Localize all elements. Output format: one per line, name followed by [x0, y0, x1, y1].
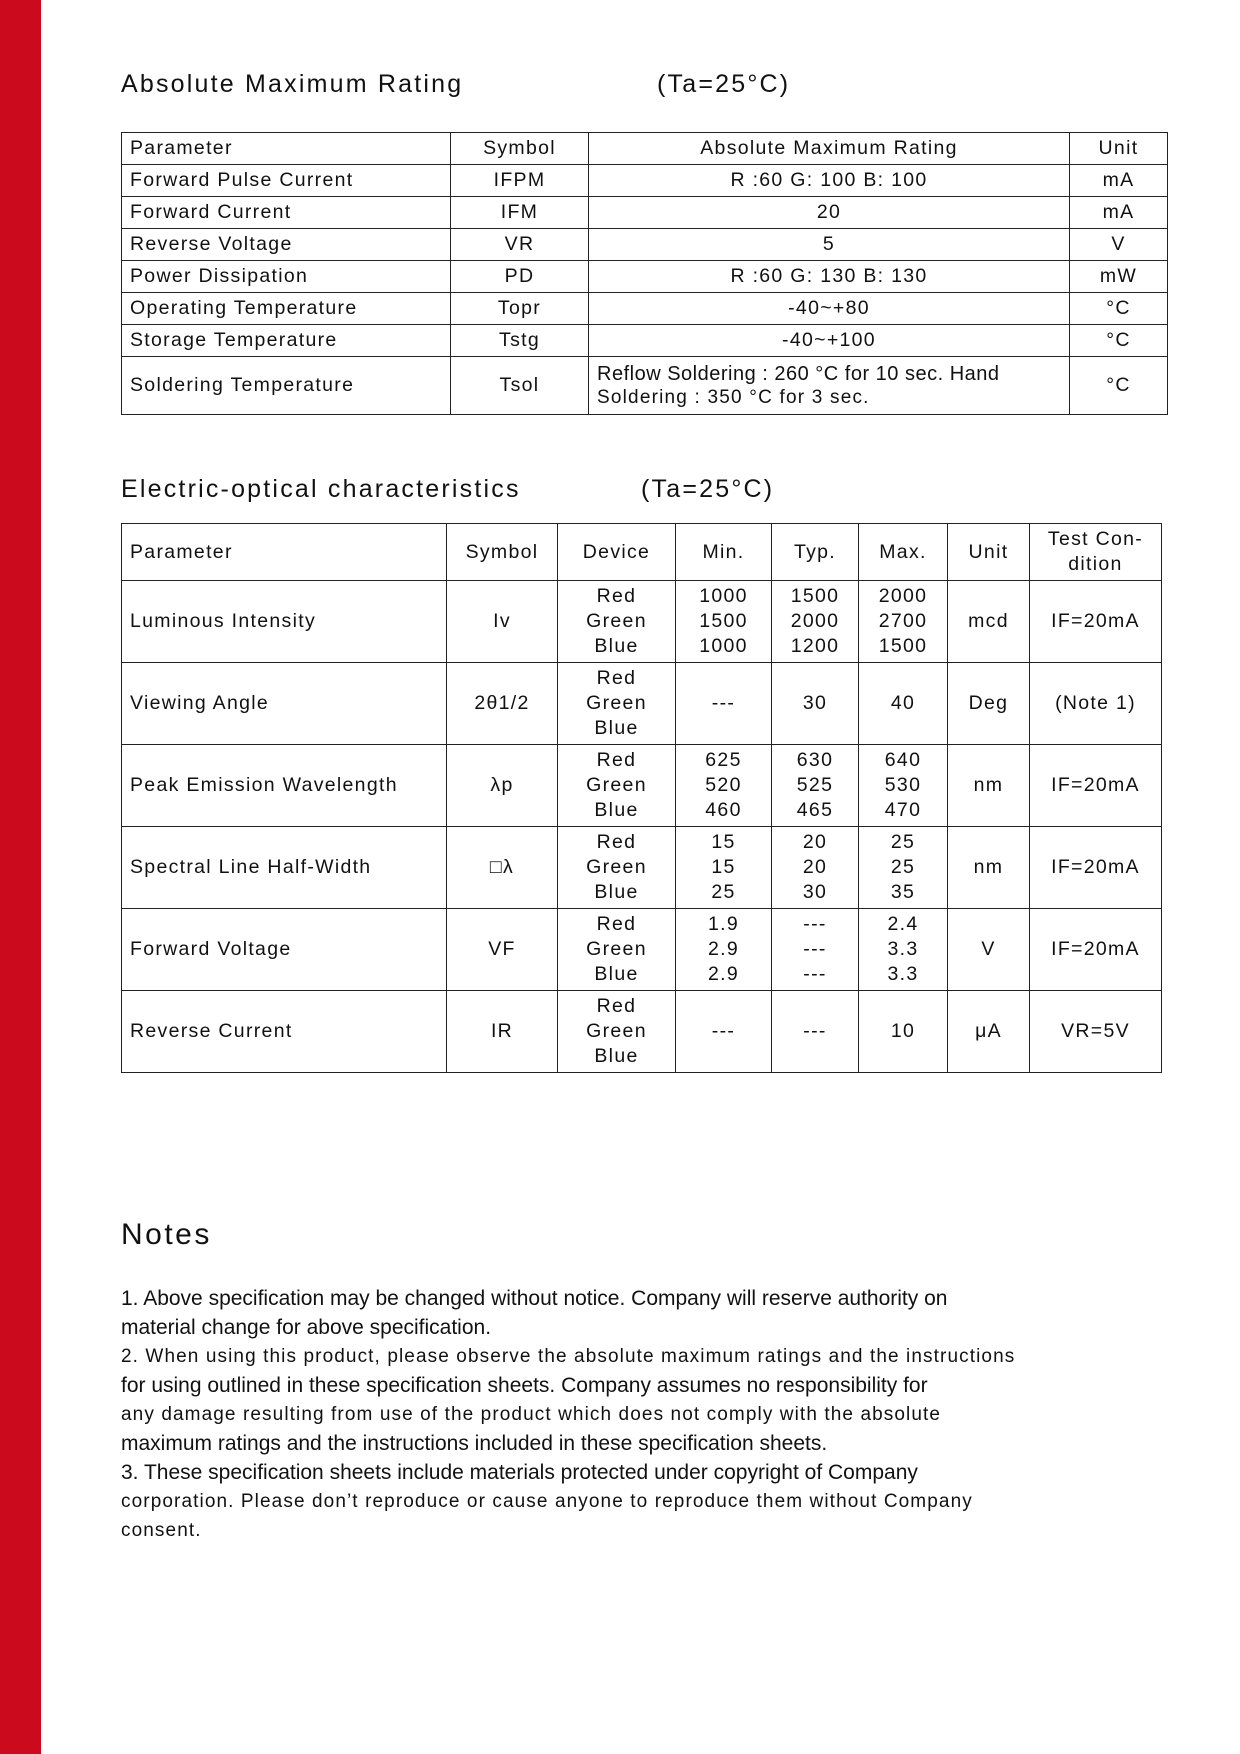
header-line: Test Con- — [1047, 528, 1144, 550]
device-name: Red — [596, 913, 637, 935]
value: 470 — [884, 799, 922, 821]
table-row — [122, 909, 1162, 991]
note-line: 3. These specification sheets include materials protected under copyright of Company — [121, 1461, 918, 1484]
abs-max-title: Absolute Maximum Rating — [121, 70, 464, 98]
max-cell — [859, 581, 948, 663]
note-line: material change for above specification. — [121, 1316, 492, 1339]
abs-max-condition: (Ta=25°C) — [657, 70, 791, 98]
rating-cell: -40~+80 — [589, 293, 1070, 325]
param-cell: Operating Temperature — [122, 293, 451, 325]
rating-cell: 20 — [589, 197, 1070, 229]
symbol-cell: □λ — [447, 827, 558, 909]
unit-cell: mA — [1070, 165, 1168, 197]
typ-cell — [772, 909, 859, 991]
unit-cell: nm — [948, 745, 1030, 827]
param-cell: Spectral Line Half-Width — [122, 827, 447, 909]
min-cell: --- — [676, 663, 772, 745]
symbol-cell: Iv — [447, 581, 558, 663]
header-cell: Device — [558, 524, 676, 581]
table-row — [122, 663, 1162, 745]
value: 530 — [884, 774, 922, 796]
device-name: Red — [596, 831, 637, 853]
value: 2.4 — [887, 913, 919, 935]
symbol-cell: λp — [447, 745, 558, 827]
min-cell — [676, 827, 772, 909]
table-row — [122, 197, 1168, 229]
device-name: Red — [596, 749, 637, 771]
note-line: maximum ratings and the instructions included in these specification sheets. — [121, 1432, 828, 1455]
value: 1500 — [790, 585, 840, 607]
rating-cell: 5 — [589, 229, 1070, 261]
electric-optical-table — [121, 523, 1162, 1073]
rating-cell — [589, 357, 1070, 415]
unit-cell: mW — [1070, 261, 1168, 293]
symbol-cell: Topr — [451, 293, 589, 325]
value: --- — [803, 963, 827, 985]
test-cell: (Note 1) — [1030, 663, 1162, 745]
device-cell — [558, 745, 676, 827]
value: 640 — [884, 749, 922, 771]
device-name: Green — [586, 692, 647, 714]
unit-cell: μA — [948, 991, 1030, 1073]
solder-line-2: Soldering : 350 °C for 3 sec. — [597, 386, 870, 408]
symbol-cell: Tsol — [451, 357, 589, 415]
note-line: corporation. Please don’t reproduce or cause anyone to reproduce them without Company — [121, 1491, 973, 1512]
symbol-cell: IFM — [451, 197, 589, 229]
header-cell: Unit — [948, 524, 1030, 581]
header-cell: Absolute Maximum Rating — [589, 133, 1070, 165]
device-cell — [558, 909, 676, 991]
absolute-maximum-rating-table — [121, 132, 1168, 415]
unit-cell: °C — [1070, 293, 1168, 325]
value: 30 — [802, 881, 828, 903]
table-row — [122, 293, 1168, 325]
table-row — [122, 745, 1162, 827]
typ-cell — [772, 581, 859, 663]
symbol-cell: PD — [451, 261, 589, 293]
header-cell: Max. — [859, 524, 948, 581]
value: 1.9 — [707, 913, 739, 935]
max-cell: 10 — [859, 991, 948, 1073]
rating-cell: R :60 G: 100 B: 100 — [589, 165, 1070, 197]
header-cell: Symbol — [451, 133, 589, 165]
device-name: Blue — [594, 881, 639, 903]
note-line: 1. Above specification may be changed without notice. Company will reserve authority on — [121, 1287, 948, 1310]
param-cell: Luminous Intensity — [122, 581, 447, 663]
table-row — [122, 325, 1168, 357]
device-name: Green — [586, 610, 647, 632]
device-name: Blue — [594, 963, 639, 985]
header-cell: Parameter — [122, 524, 447, 581]
max-cell — [859, 909, 948, 991]
value: 25 — [711, 881, 736, 903]
value: 1000 — [699, 635, 748, 657]
value: 460 — [705, 799, 742, 821]
rating-cell: R :60 G: 130 B: 130 — [589, 261, 1070, 293]
device-name: Green — [586, 856, 647, 878]
unit-cell: nm — [948, 827, 1030, 909]
unit-cell: Deg — [948, 663, 1030, 745]
value: 2700 — [878, 610, 928, 632]
symbol-cell: IR — [447, 991, 558, 1073]
table-row — [122, 991, 1162, 1073]
value: 15 — [711, 856, 736, 878]
table-header-row — [122, 133, 1168, 165]
param-cell: Forward Current — [122, 197, 451, 229]
value: 1200 — [790, 635, 840, 657]
header-line: dition — [1068, 553, 1123, 575]
symbol-cell: Tstg — [451, 325, 589, 357]
device-name: Blue — [594, 635, 639, 657]
note-line: 2. When using this product, please observe the absolute maximum ratings and the instructions — [121, 1346, 1016, 1367]
header-cell — [1030, 524, 1162, 581]
eo-title: Electric-optical characteristics — [121, 475, 521, 503]
note-line: for using outlined in these specification sheets. Company assumes no responsibility for — [121, 1374, 928, 1397]
param-cell: Forward Pulse Current — [122, 165, 451, 197]
value: 20 — [802, 831, 828, 853]
note-line: any damage resulting from use of the product which does not comply with the absolute — [121, 1404, 942, 1425]
value: 2000 — [878, 585, 928, 607]
value: 630 — [796, 749, 834, 771]
param-cell: Power Dissipation — [122, 261, 451, 293]
symbol-cell: VF — [447, 909, 558, 991]
symbol-cell: 2θ1/2 — [447, 663, 558, 745]
typ-cell — [772, 827, 859, 909]
param-cell: Viewing Angle — [122, 663, 447, 745]
value: 25 — [890, 831, 916, 853]
min-cell — [676, 745, 772, 827]
device-name: Blue — [594, 799, 639, 821]
param-cell: Peak Emission Wavelength — [122, 745, 447, 827]
table-header-row — [122, 524, 1162, 581]
eo-condition: (Ta=25°C) — [641, 475, 775, 503]
value: 20 — [802, 856, 828, 878]
value: 3.3 — [887, 963, 919, 985]
param-cell: Reverse Voltage — [122, 229, 451, 261]
table-row — [122, 165, 1168, 197]
header-cell: Min. — [676, 524, 772, 581]
table-row — [122, 827, 1162, 909]
device-name: Red — [596, 667, 637, 689]
device-name: Blue — [594, 1045, 639, 1067]
device-name: Red — [596, 995, 637, 1017]
value: 35 — [890, 881, 916, 903]
notes-body — [121, 1284, 1131, 1545]
typ-cell — [772, 745, 859, 827]
value: 520 — [705, 774, 742, 796]
notes-title: Notes — [121, 1218, 212, 1251]
table-row — [122, 581, 1162, 663]
rating-cell: -40~+100 — [589, 325, 1070, 357]
value: 1500 — [878, 635, 928, 657]
min-cell — [676, 909, 772, 991]
header-cell: Symbol — [447, 524, 558, 581]
solder-line-1: Reflow Soldering : 260 °C for 10 sec. Hand — [597, 362, 1000, 385]
note-line: consent. — [121, 1520, 202, 1541]
value: 15 — [711, 831, 736, 853]
test-cell: IF=20mA — [1030, 827, 1162, 909]
header-cell: Parameter — [122, 133, 451, 165]
value: 3.3 — [887, 938, 919, 960]
table-row — [122, 357, 1168, 415]
value: 25 — [890, 856, 916, 878]
symbol-cell: VR — [451, 229, 589, 261]
device-cell — [558, 827, 676, 909]
value: 2000 — [790, 610, 840, 632]
device-name: Green — [586, 938, 647, 960]
value: 525 — [796, 774, 834, 796]
typ-cell: 30 — [772, 663, 859, 745]
unit-cell: V — [948, 909, 1030, 991]
test-cell: IF=20mA — [1030, 581, 1162, 663]
unit-cell: mA — [1070, 197, 1168, 229]
value: 1500 — [699, 610, 748, 632]
param-cell: Soldering Temperature — [122, 357, 451, 415]
value: 465 — [796, 799, 834, 821]
min-cell: --- — [676, 991, 772, 1073]
max-cell: 40 — [859, 663, 948, 745]
symbol-cell: IFPM — [451, 165, 589, 197]
max-cell — [859, 745, 948, 827]
min-cell — [676, 581, 772, 663]
param-cell: Reverse Current — [122, 991, 447, 1073]
unit-cell: °C — [1070, 357, 1168, 415]
device-cell — [558, 663, 676, 745]
value: 2.9 — [707, 963, 739, 985]
value: 2.9 — [707, 938, 739, 960]
value: 625 — [705, 749, 742, 771]
param-cell: Storage Temperature — [122, 325, 451, 357]
value: --- — [803, 913, 827, 935]
unit-cell: mcd — [948, 581, 1030, 663]
device-name: Green — [586, 1020, 647, 1042]
device-name: Red — [596, 585, 637, 607]
unit-cell: V — [1070, 229, 1168, 261]
value: 1000 — [699, 585, 748, 607]
device-cell — [558, 581, 676, 663]
table-row — [122, 229, 1168, 261]
value: --- — [803, 938, 827, 960]
max-cell — [859, 827, 948, 909]
param-cell: Forward Voltage — [122, 909, 447, 991]
typ-cell: --- — [772, 991, 859, 1073]
red-accent-bar — [0, 0, 41, 1754]
header-cell: Typ. — [772, 524, 859, 581]
header-cell: Unit — [1070, 133, 1168, 165]
table-row — [122, 261, 1168, 293]
device-cell — [558, 991, 676, 1073]
device-name: Blue — [594, 717, 639, 739]
test-cell: IF=20mA — [1030, 745, 1162, 827]
test-cell: VR=5V — [1030, 991, 1162, 1073]
test-cell: IF=20mA — [1030, 909, 1162, 991]
device-name: Green — [586, 774, 647, 796]
unit-cell: °C — [1070, 325, 1168, 357]
